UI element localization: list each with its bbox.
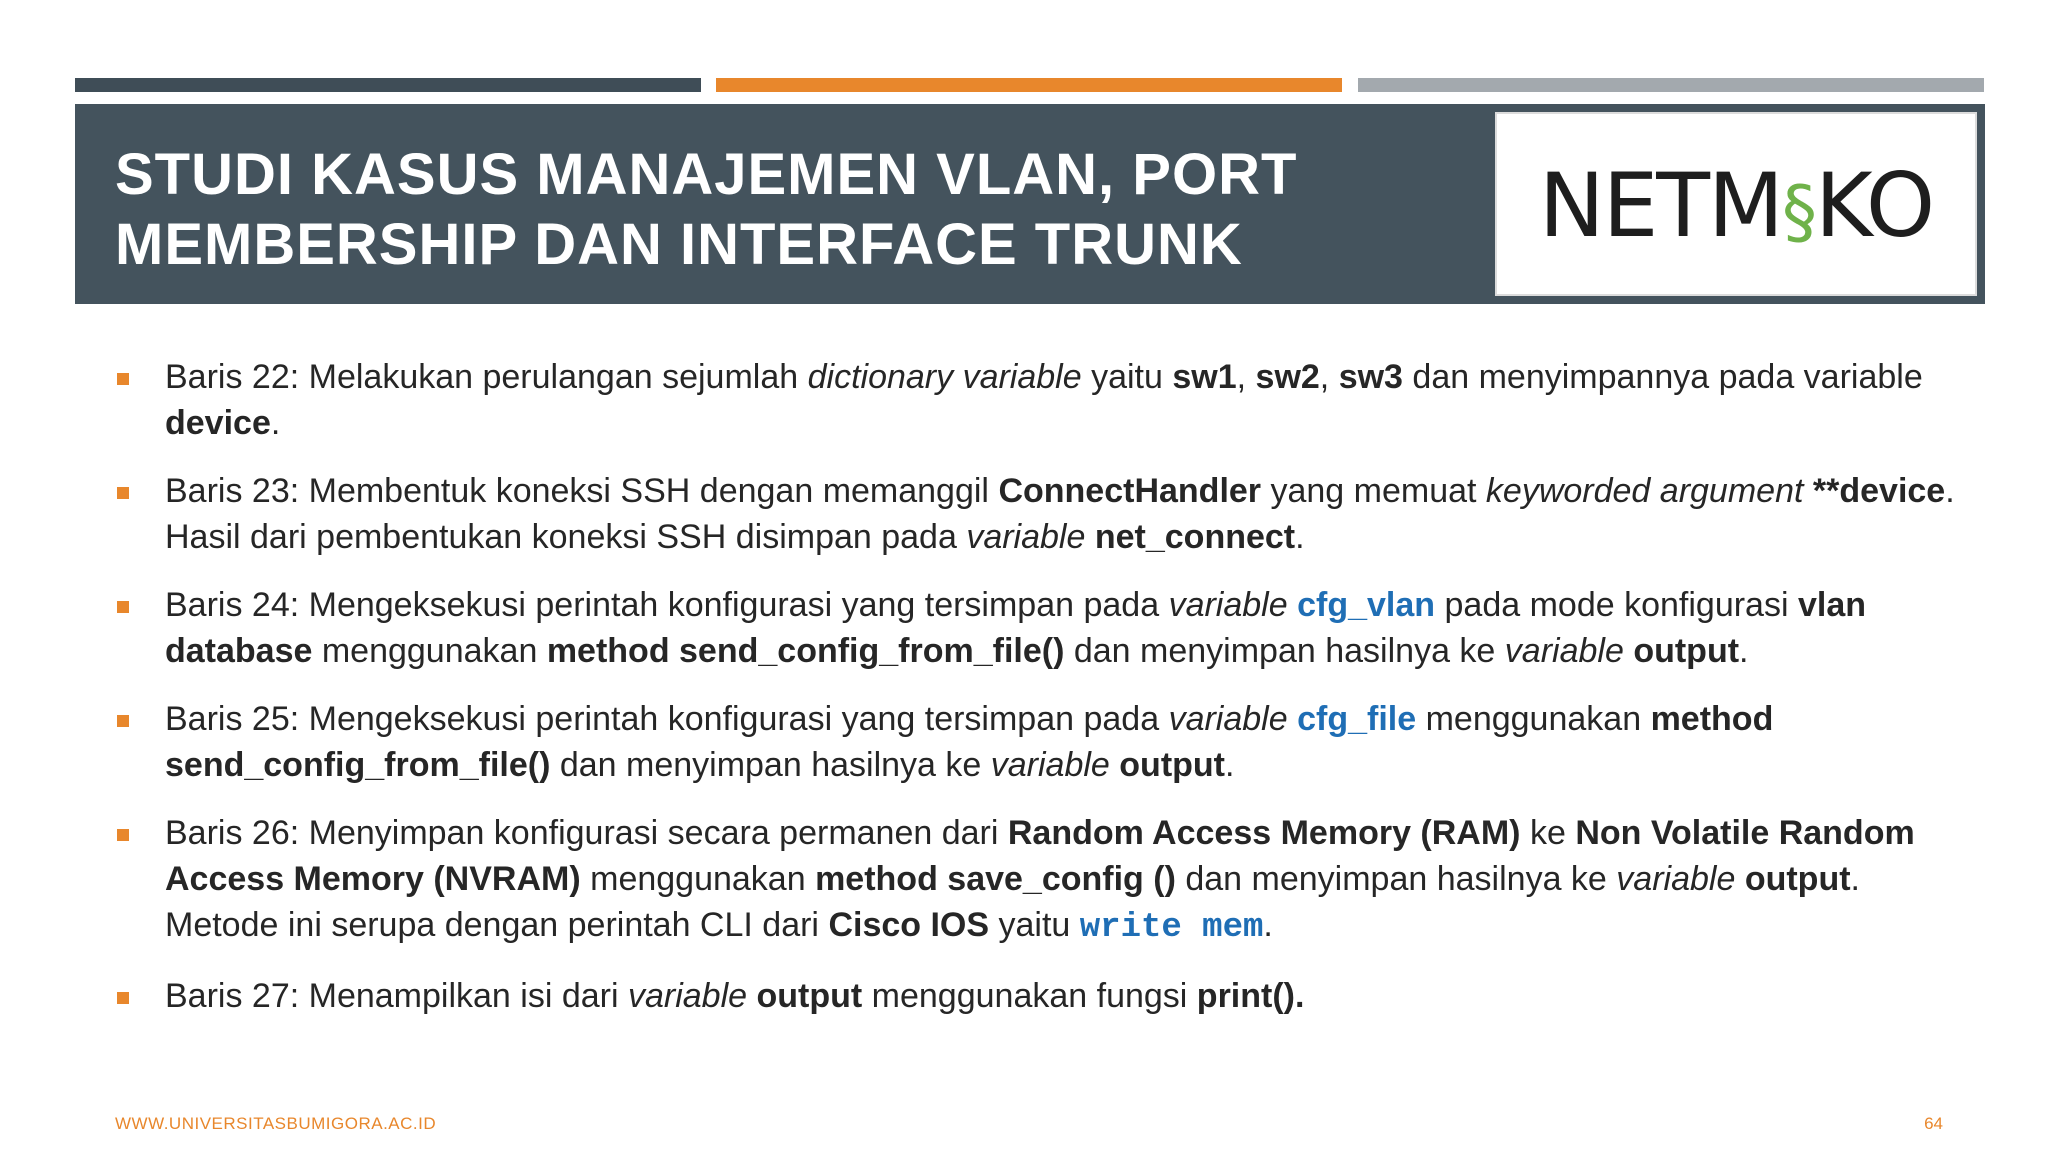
snake-icon: §	[1781, 171, 1815, 253]
square-bullet-icon	[117, 601, 129, 613]
square-bullet-icon	[117, 715, 129, 727]
page-number: 64	[1924, 1114, 1943, 1133]
square-bullet-icon	[117, 487, 129, 499]
list-item: Baris 27: Menampilkan isi dari variable output menggunakan fungsi print().	[115, 973, 1955, 1019]
title-band	[75, 104, 1985, 304]
decor-bar-orange	[716, 78, 1342, 92]
decor-bar-gray	[1358, 78, 1984, 92]
logo-text-left: NETM	[1538, 154, 1782, 257]
footer-website: WWW.UNIVERSITASBUMIGORA.AC.ID	[115, 1114, 437, 1133]
list-item: Baris 25: Mengeksekusi perintah konfigurasi yang tersimpan pada variable cfg_file menggunakan method send_config_from_file() dan menyimpan hasilnya ke variable output.	[115, 696, 1955, 788]
bullet-list	[115, 354, 1955, 1041]
list-item: Baris 26: Menyimpan konfigurasi secara permanen dari Random Access Memory (RAM) ke Non Volatile Random Access Memory (NVRAM) menggunakan method save_config () dan menyimpan hasilnya ke variable output. Metode ini serupa dengan perintah CLI dari Cisco IOS yaitu write mem.	[115, 810, 1955, 951]
square-bullet-icon	[117, 829, 129, 841]
list-item: Baris 24: Mengeksekusi perintah konfigurasi yang tersimpan pada variable cfg_vlan pada mode konfigurasi vlan database menggunakan method send_config_from_file() dan menyimpan hasilnya ke variable output.	[115, 582, 1955, 674]
list-item: Baris 22: Melakukan perulangan sejumlah dictionary variable yaitu sw1, sw2, sw3 dan menyimpannya pada variable device.	[115, 354, 1955, 446]
slide-title	[115, 140, 1475, 280]
logo-text-right: KO	[1814, 154, 1934, 257]
netmiko-logo-box	[1495, 112, 1977, 296]
decor-bar-dark	[75, 78, 701, 92]
square-bullet-icon	[117, 992, 129, 1004]
slide-title-line1: STUDI KASUS MANAJEMEN VLAN, PORT	[115, 142, 1298, 207]
square-bullet-icon	[117, 373, 129, 385]
slide-title-line2: MEMBERSHIP DAN INTERFACE TRUNK	[115, 212, 1243, 277]
netmiko-logo	[1497, 154, 1975, 258]
list-item: Baris 23: Membentuk koneksi SSH dengan memanggil ConnectHandler yang memuat keyworded argument **device. Hasil dari pembentukan koneksi SSH disimpan pada variable net_connect.	[115, 468, 1955, 560]
